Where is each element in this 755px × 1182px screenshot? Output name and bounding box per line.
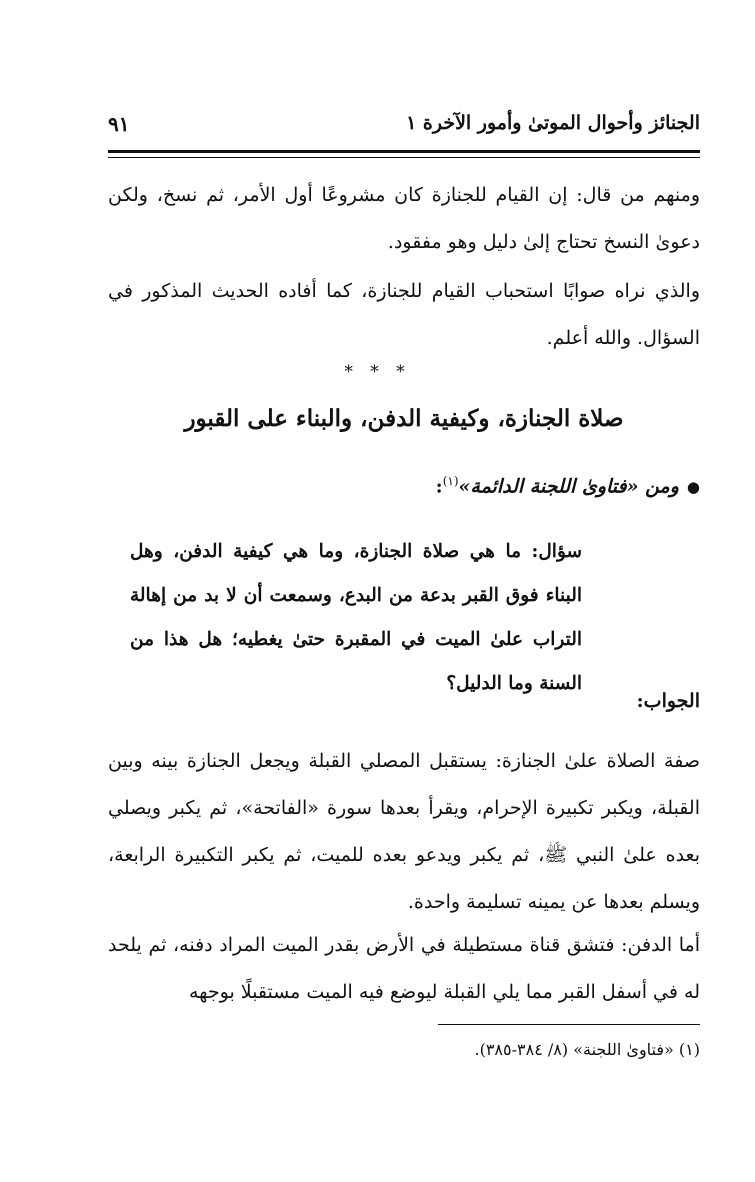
answer-paragraph-2: أما الدفن: فتشق قناة مستطيلة في الأرض بقدر الميت المراد دفنه، ثم يلحد له في أسفل القبر مما يلي القبلة ليوضع فيه الميت مستقبلًا بوجهه	[108, 934, 700, 1003]
page-number: ٩١	[108, 112, 130, 136]
answer-paragraph-1-block	[108, 738, 700, 926]
section-heading: صلاة الجنازة، وكيفية الدفن، والبناء على القبور	[184, 405, 624, 432]
paragraph-2: والذي نراه صوابًا استحباب القيام للجنازة، كما أفاده الحديث المذكور في السؤال. والله أعلم.	[108, 280, 700, 349]
footnote-reference: (١)	[442, 474, 459, 488]
header-rule-thin	[108, 157, 700, 158]
source-colon: :	[435, 475, 443, 498]
source-name: ومن «فتاوىٰ اللجنة الدائمة»	[458, 475, 679, 498]
footnote: (١) «فتاوىٰ اللجنة» (٨/ ٣٨٤-٣٨٥).	[474, 1040, 700, 1059]
answer-paragraph-1: صفة الصلاة علىٰ الجنازة: يستقبل المصلي القبلة ويجعل الجنازة بينه وبين القبلة، ويكبر تكبيرة الإحرام، ويقرأ بعدها سورة «الفاتحة»، ثم يكبر ويصلي بعده علىٰ النبي ﷺ، ثم يكبر ويدعو بعده للميت، ثم يكبر التكبيرة الرابعة، ويسلم بعدها عن يمينه تسليمة واحدة.	[108, 750, 700, 913]
answer-label: الجواب:	[636, 690, 700, 712]
section-separator: * * *	[344, 362, 411, 382]
header-rule-thick	[108, 150, 700, 153]
source-line	[108, 474, 700, 497]
paragraph-2-block	[108, 268, 700, 362]
footnote-rule	[438, 1024, 700, 1025]
running-title: الجنائز وأحوال الموتىٰ وأمور الآخرة ١	[406, 112, 700, 134]
answer-paragraph-2-block	[108, 922, 700, 1016]
paragraph-1-block	[108, 172, 700, 266]
bullet-icon: ●	[686, 478, 700, 497]
page-header	[108, 112, 700, 144]
question-text: سؤال: ما هي صلاة الجنازة، وما هي كيفية الدفن، وهل البناء فوق القبر بدعة من البدع، وسمعت أن لا بد من إهالة التراب علىٰ الميت في المقبرة حتىٰ يغطيه؛ هل هذا من السنة وما الدليل؟	[130, 541, 582, 694]
paragraph-1: ومنهم من قال: إن القيام للجنازة كان مشروعًا أول الأمر، ثم نسخ، ولكن دعوىٰ النسخ تحتاج إلىٰ دليل وهو مفقود.	[108, 184, 700, 253]
